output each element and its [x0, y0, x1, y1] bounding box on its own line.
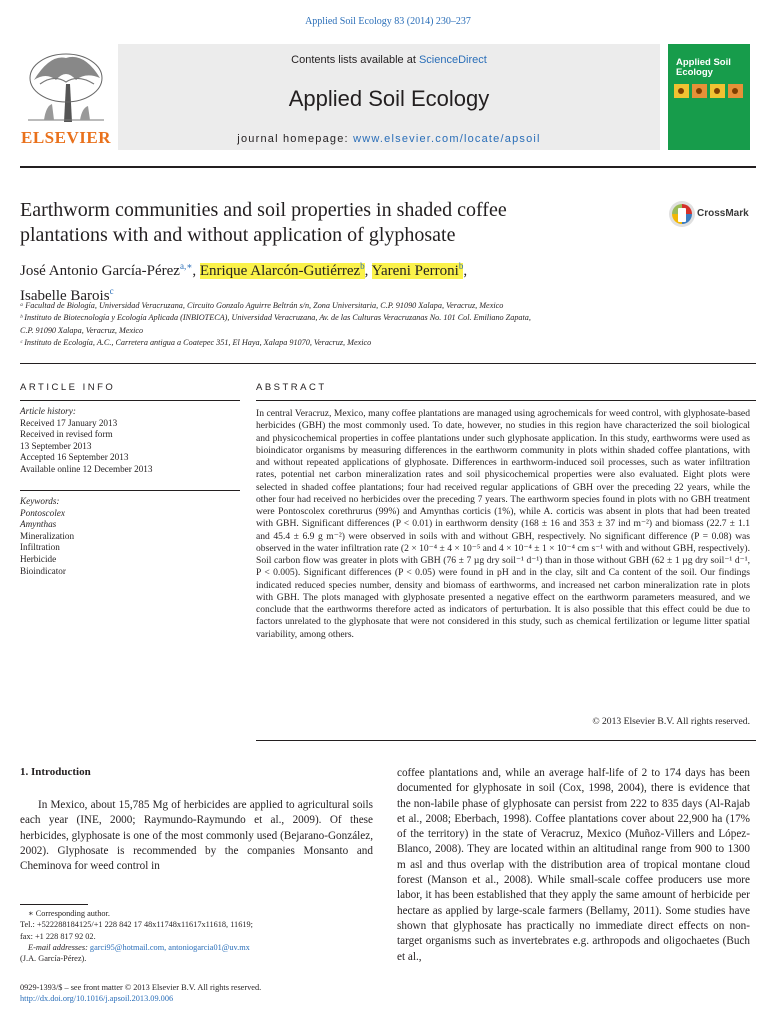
article-title-line-2: plantations with and without application of glyphosate	[20, 224, 456, 246]
author-2[interactable]: Enrique Alarcón-Gutiérrez$^b$	[199, 261, 365, 279]
article-info-heading: ARTICLE INFO	[20, 382, 116, 393]
abstract-heading: ABSTRACT	[256, 382, 327, 393]
affiliation-b-cont: C.P. 91090 Xalapa, Veracruz, Mexico	[20, 325, 144, 335]
homepage-link[interactable]: www.elsevier.com/locate/apsoil	[353, 133, 541, 145]
keyword-item: Herbicide	[20, 553, 57, 564]
introduction-column-1: In Mexico, about 15,785 Mg of herbicides are applied to agricultural soils each year (INE, 2000; Raymundo-Raymundo et al., 2009). Of these herbicides, glyphosate is one of the most commonly used (Bejarano-González, 2002). Glyphosate is recommended by the companies Monsanto and Cheminova for weed control in	[20, 799, 373, 873]
journal-title: Applied Soil Ecology	[288, 86, 490, 111]
keyword-item: Mineralization	[20, 530, 75, 541]
author-list: José Antonio García-Pérez$^{a,∗}$, Enrique Alarcón-Gutiérrez$^b$, Yareni Perroni$^b$, Isabelle Barois$^c$	[20, 261, 468, 304]
history-item: 13 September 2013	[20, 440, 92, 451]
abstract-text: In central Veracruz, Mexico, many coffee plantations are managed using agrochemicals for weed control, with glyphosate-based herbicides (GBH) the most commonly used. To date, however, no studies in this region have characterized the soil biological and physicochemical properties in coffee plantations under such glyphosate application. In this study, earthworms were used as bioindicator organisms by measuring differences in the earthworm community in plots within shaded coffee plantations, with and without repeated applications of glyphosate. Differences in earthworm-induced soil processes, such as water infiltration rates, potential net carbon mineralization rates and soil physicochemical properties were also evaluated. Eight plots were selected in shaded coffee plantations; four had received regular applications of GBH over the preceding 22 years, while the other four had received no herbicides over the preceding 7 years. The earthworm species found in plots with no GBH treatment were Pontoscolex corethrurus (99%) and Amynthas corticis (1%), while A. corticis was absent in plots that had been treated with GBH. Significant differences (P < 0.01) in earthworm density (168 ± 16 and 353 ± 37 ind m⁻²) and biomass (22.7 ± 1.1 and 45.4 ± 6.9 g m⁻²) were observed in soils with and without GBH, respectively. No significant difference (P = 0.08) was observed in the water infiltration rate (2 × 10⁻⁴ ± 4 × 10⁻⁵ and 4 × 10⁻⁴ ± 1 × 10⁻⁴ cm s⁻¹ with and without GBH, respectively). Soil carbon flow was greater in plots with GBH (76 ± 7 µg dry soil⁻¹ d⁻¹) than in those without GBH (62 ± 1 µg dry soil⁻¹ d⁻¹, P < 0.005). Significant differences (P < 0.05) were found in pH and in the clay, silt and Ca content of the soil. Our findings indicated reduced species number, density and biomass of earthworms, and increased net carbon mineralization rate in plots with GBH. The plots managed with glyphosate presented a negative effect on the earthworm parameters measured, and we conclude that the earthworms therefore acted as indicators of perturbation. It is also possible that this effect could be due to factors unrelated to the glyphosate that were not considered in this study, such as chemical fertilization or legume litter spatial variability, among others.	[256, 408, 750, 640]
author-4[interactable]: Isabelle Barois$^c$	[20, 286, 114, 304]
section-rule	[20, 363, 756, 364]
history-item: Received in revised form	[20, 429, 113, 440]
abstract-rule	[256, 400, 756, 401]
introduction-heading: 1. Introduction	[20, 766, 91, 778]
homepage-line	[118, 133, 660, 145]
email-links[interactable]: garci95@hotmail.com, antoniogarcia01@uv.mx	[89, 942, 250, 952]
telephone: Tel.: +522288184125/+1 228 842 17 48x11748x11617x11618, 11619;	[20, 920, 253, 930]
article-info-rule	[20, 400, 240, 401]
article-title	[20, 198, 640, 248]
article-history	[20, 406, 240, 476]
crossmark-label[interactable]: CrossMark	[697, 208, 749, 219]
introduction-column-2: coffee plantations and, while an average half-life of 2 to 174 days has been documented for glyphosate in soil (Cox, 1998, 2004), there is evidence that the non-labile phase of glyphosate can persist from 222 to 835 days (Al-Rajab et al., 2008; Eberbach, 1998). Coffee plantations cover about 22,900 ha (17% of the territory) in the state of Veracruz, Mexico (Muñoz-Villers and López-Blanco, 2008). They are located within an altitudinal range from 900 to 1300 m asl and thus overlap with the distribution area of tropical montane cloud forest (Manson et al., 2008). While small-scale coffee producers use more labor, it has been established that they apply the same amount of herbicide per hectare as applied by large-scale farmers (Bellamy, 2011). Some studies have shown that glyphosate has practically no immediate direct effects on non-target organisms such as invertebrates e.g. arthropods and oligochaetes (Buch et al.,	[397, 767, 750, 963]
crossmark-icon[interactable]	[668, 200, 696, 228]
affiliation-c: ᶜ Instituto de Ecología, A.C., Carretera antigua a Coatepec 351, El Haya, Xalapa 91070, Veracruz, Mexico	[20, 337, 372, 347]
sciencedirect-link[interactable]: ScienceDirect	[418, 54, 487, 66]
keywords-label: Keywords:	[20, 496, 60, 506]
email-label: E-mail addresses:	[28, 942, 90, 952]
corresponding-author: ∗ Corresponding author.	[28, 909, 110, 918]
homepage-prefix: journal homepage:	[237, 133, 354, 145]
author-1[interactable]: José Antonio García-Pérez$^{a,∗}$	[20, 261, 193, 279]
article-title-line-1: Earthworm communities and soil properties in shaded coffee	[20, 199, 507, 221]
fax: fax: +1 228 817 92 02.	[20, 931, 96, 941]
keyword-item: Pontoscolex	[20, 507, 65, 518]
abstract-bottom-rule	[256, 740, 756, 741]
contents-prefix: Contents lists available at	[291, 54, 419, 66]
keyword-item: Bioindicator	[20, 565, 66, 576]
history-item: Accepted 16 September 2013	[20, 452, 129, 463]
affiliations	[20, 300, 640, 349]
issn-line: 0929-1393/$ – see front matter © 2013 Elsevier B.V. All rights reserved.	[20, 983, 262, 992]
keyword-item: Amynthas	[20, 519, 57, 530]
history-label: Article history:	[20, 406, 76, 416]
history-item: Available online 12 December 2013	[20, 463, 153, 474]
affiliation-a: ᵃ Facultad de Biología, Universidad Veracruzana, Circuito Gonzalo Aguirre Beltrán s/n, Zona Universitaria, C.P. 91090 Xalapa, Veracruz, Mexico	[20, 301, 504, 310]
doi-link[interactable]: http://dx.doi.org/10.1016/j.apsoil.2013.09.006	[20, 994, 174, 1003]
cover-title: Applied Soil Ecology	[676, 57, 731, 78]
footnotes	[20, 908, 380, 964]
cover-artwork	[674, 84, 744, 98]
affiliation-b: ᵇ Instituto de Biotecnología y Ecología Aplicada (INBIOTECA), Universidad Veracruzana, Av. de las Culturas Veracruzanas No. 101 Col. Emiliano Zapata,	[20, 313, 531, 323]
publication-info	[20, 982, 420, 1004]
author-3[interactable]: Yareni Perroni$^b$	[371, 261, 464, 279]
keyword-item: Infiltration	[20, 542, 60, 553]
contents-line	[118, 54, 660, 66]
author-initials: (J.A. García-Pérez).	[20, 954, 87, 964]
keywords-rule	[20, 490, 240, 491]
keywords	[20, 496, 240, 577]
footnote-rule	[20, 904, 88, 905]
header-rule	[20, 166, 756, 168]
elsevier-wordmark: ELSEVIER	[21, 128, 111, 147]
history-item: Received 17 January 2013	[20, 417, 118, 428]
copyright-notice: © 2013 Elsevier B.V. All rights reserved.	[592, 716, 750, 727]
journal-reference[interactable]: Applied Soil Ecology 83 (2014) 230–237	[305, 16, 471, 27]
